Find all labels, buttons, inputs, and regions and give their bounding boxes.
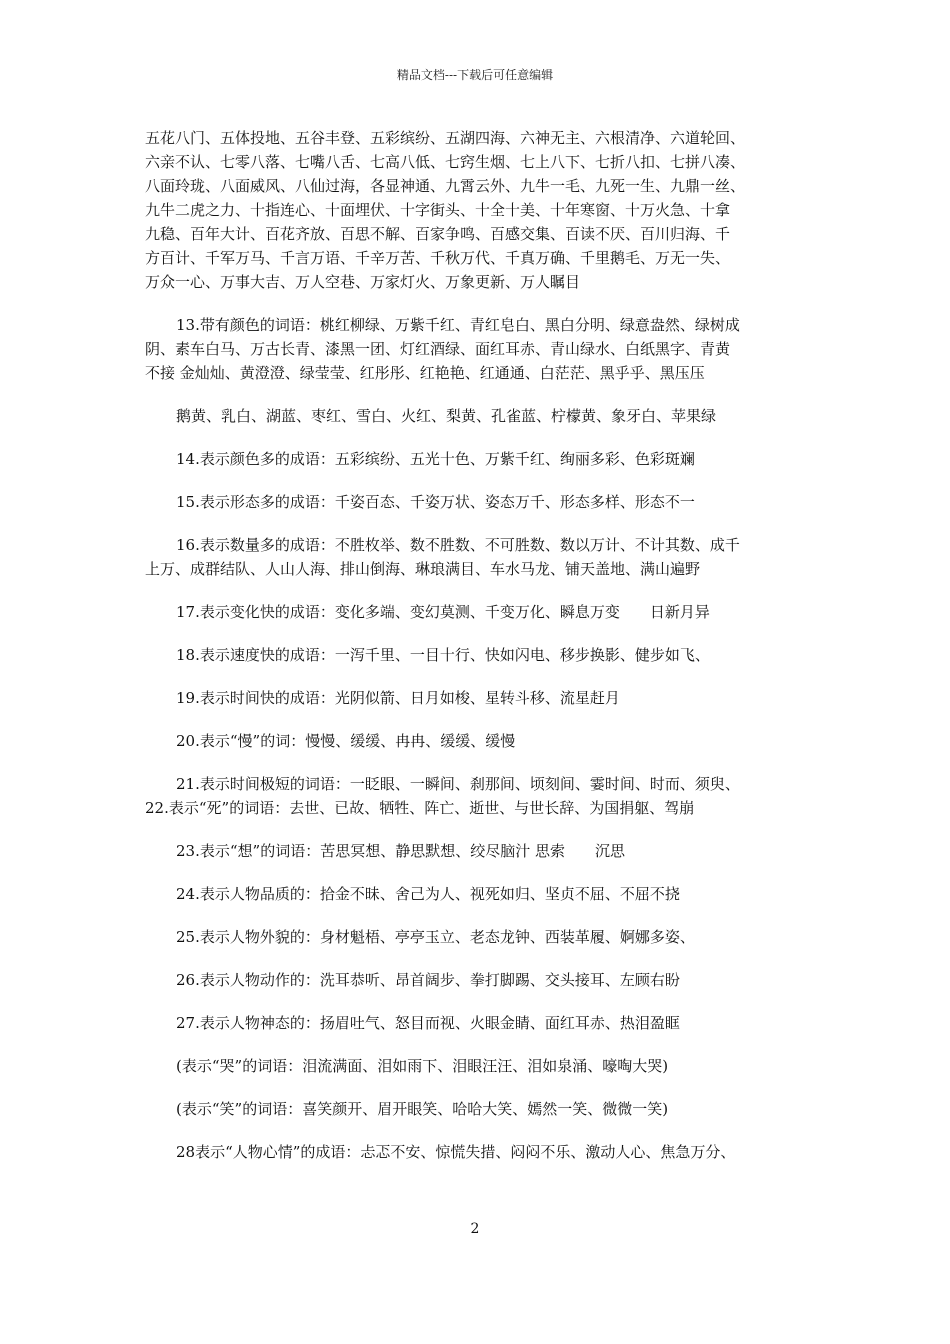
paragraph-gap bbox=[145, 1121, 815, 1140]
paragraph-gap bbox=[145, 624, 815, 643]
text-line: 28表示“人物心情”的成语：忐忑不安、惊慌失措、闷闷不乐、激动人心、焦急万分、 bbox=[176, 1143, 736, 1161]
paragraph-gap bbox=[145, 385, 815, 404]
paragraph-gap bbox=[145, 820, 815, 839]
text-line: 22.表示“死”的词语：去世、已故、牺牲、阵亡、逝世、与世长辞、为国捐躯、驾崩 bbox=[145, 799, 695, 817]
paragraph-gap bbox=[145, 949, 815, 968]
text-line: 15.表示形态多的成语：千姿百态、千姿万状、姿态万千、形态多样、形态不一 bbox=[176, 493, 695, 511]
page-number: 2 bbox=[470, 1221, 480, 1237]
text-line: 16.表示数量多的成语：不胜枚举、数不胜数、不可胜数、数以万计、不计其数、成千 bbox=[176, 536, 740, 554]
text-line: 万众一心、万事大吉、万人空巷、万家灯火、万象更新、万人瞩目 bbox=[145, 273, 581, 291]
paragraph-gap bbox=[145, 667, 815, 686]
text-line: (表示“笑”的词语：喜笑颜开、眉开眼笑、哈哈大笑、嫣然一笑、微微一笑) bbox=[176, 1100, 669, 1118]
paragraph-gap bbox=[145, 514, 815, 533]
text-line: 17.表示变化快的成语：变化多端、变幻莫测、千变万化、瞬息万变 日新月异 bbox=[176, 603, 710, 621]
paragraph-gap bbox=[145, 471, 815, 490]
paragraph-gap bbox=[145, 294, 815, 313]
text-line: 八面玲珑、八面威风、八仙过海，各显神通、九霄云外、九牛一毛、九死一生、九鼎一丝、 bbox=[145, 177, 746, 195]
text-line: 19.表示时间快的成语：光阴似箭、日月如梭、星转斗移、流星赶月 bbox=[176, 689, 620, 707]
text-line: 方百计、千军万马、千言万语、千辛万苦、千秋万代、千真万确、千里鹅毛、万无一失、 bbox=[145, 249, 731, 267]
paragraph-gap bbox=[145, 992, 815, 1011]
text-line: 五花八门、五体投地、五谷丰登、五彩缤纷、五湖四海、六神无主、六根清净、六道轮回、 bbox=[145, 129, 746, 147]
text-line: (表示“哭”的词语：泪流满面、泪如雨下、泪眼汪汪、泪如泉涌、嚎啕大哭) bbox=[176, 1057, 669, 1075]
paragraph-gap bbox=[145, 428, 815, 447]
text-line: 25.表示人物外貌的：身材魁梧、亭亭玉立、老态龙钟、西装革履、婀娜多姿、 bbox=[176, 928, 695, 946]
text-line: 21.表示时间极短的词语：一眨眼、一瞬间、刹那间、顷刻间、霎时间、时而、须臾、 bbox=[176, 775, 740, 793]
text-line: 23.表示“想”的词语：苦思冥想、静思默想、绞尽脑汁 思索 沉思 bbox=[176, 842, 625, 860]
text-line: 24.表示人物品质的：拾金不昧、舍己为人、视死如归、坚贞不屈、不屈不挠 bbox=[176, 885, 680, 903]
paragraph-gap bbox=[145, 1035, 815, 1054]
text-line: 14.表示颜色多的成语：五彩缤纷、五光十色、万紫千红、绚丽多彩、色彩斑斓 bbox=[176, 450, 695, 468]
paragraph-gap bbox=[145, 1078, 815, 1097]
text-line: 六亲不认、七零八落、七嘴八舌、七高八低、七窍生烟、七上八下、七折八扣、七拼八凑、 bbox=[145, 153, 746, 171]
text-line: 九牛二虎之力、十指连心、十面埋伏、十字街头、十全十美、十年寒窗、十万火急、十拿 bbox=[145, 201, 731, 219]
document-body bbox=[145, 126, 815, 1164]
text-line: 九稳、百年大计、百花齐放、百思不解、百家争鸣、百感交集、百读不厌、百川归海、千 bbox=[145, 225, 731, 243]
text-line: 上万、成群结队、人山人海、排山倒海、琳琅满目、车水马龙、铺天盖地、满山遍野 bbox=[145, 560, 701, 578]
text-line: 13.带有颜色的词语：桃红柳绿、万紫千红、青红皂白、黑白分明、绿意盎然、绿树成 bbox=[176, 316, 740, 334]
text-line: 26.表示人物动作的：洗耳恭听、昂首阔步、拳打脚踢、交头接耳、左顾右盼 bbox=[176, 971, 680, 989]
text-line: 18.表示速度快的成语：一泻千里、一目十行、快如闪电、移步换影、健步如飞、 bbox=[176, 646, 710, 664]
text-line: 鹅黄、乳白、湖蓝、枣红、雪白、火红、梨黄、孔雀蓝、柠檬黄、象牙白、苹果绿 bbox=[176, 407, 717, 425]
text-line: 20.表示“慢”的词：慢慢、缓缓、冉冉、缓缓、缓慢 bbox=[176, 732, 516, 750]
paragraph-gap bbox=[145, 710, 815, 729]
paragraph-gap bbox=[145, 863, 815, 882]
text-line: 27.表示人物神态的：扬眉吐气、怒目而视、火眼金睛、面红耳赤、热泪盈眶 bbox=[176, 1014, 680, 1032]
paragraph-gap bbox=[145, 906, 815, 925]
text-line: 阴、素车白马、万古长青、漆黑一团、灯红酒绿、面红耳赤、青山绿水、白纸黑字、青黄 bbox=[145, 340, 731, 358]
paragraph-gap bbox=[145, 753, 815, 772]
paragraph-gap bbox=[145, 581, 815, 600]
text-line: 不接 金灿灿、黄澄澄、绿莹莹、红彤彤、红艳艳、红通通、白茫茫、黑乎乎、黑压压 bbox=[145, 364, 705, 382]
page-header: 精品文档---下载后可任意编辑 bbox=[396, 68, 554, 82]
